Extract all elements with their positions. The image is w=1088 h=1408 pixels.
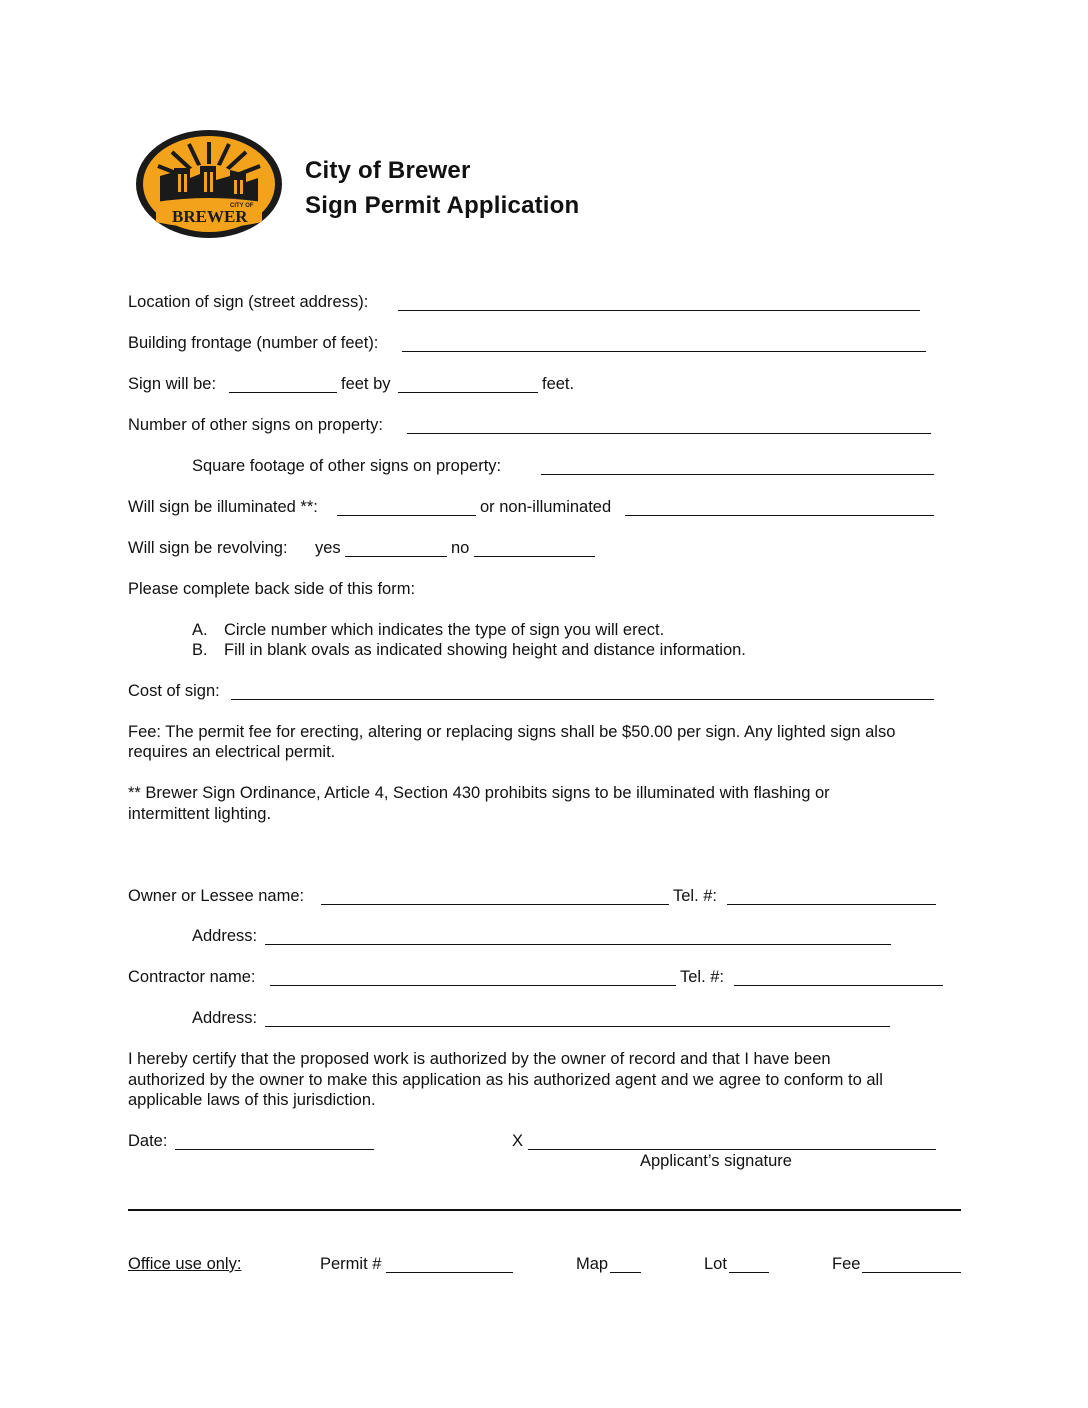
frontage-field[interactable] xyxy=(402,351,926,352)
revolving-yes-field[interactable] xyxy=(345,556,447,557)
owner-address-field[interactable] xyxy=(265,944,891,945)
map-label: Map xyxy=(576,1255,609,1273)
owner-tel-field[interactable] xyxy=(727,904,936,905)
other-signs-field[interactable] xyxy=(407,433,931,434)
sign-will-be-label: Sign will be: xyxy=(128,375,217,393)
contractor-address-field[interactable] xyxy=(265,1026,890,1027)
certify-line1: I hereby certify that the proposed work is authorized by the owner of record and that I have been xyxy=(128,1050,831,1068)
contractor-label: Contractor name: xyxy=(128,968,256,986)
other-signs-label: Number of other signs on property: xyxy=(128,416,383,434)
logo-big-text: BREWER xyxy=(172,207,248,226)
office-use-label: Office use only: xyxy=(128,1255,242,1273)
owner-label: Owner or Lessee name: xyxy=(128,887,305,905)
owner-name-field[interactable] xyxy=(321,904,669,905)
owner-address-label: Address: xyxy=(192,927,258,945)
sign-height-field[interactable] xyxy=(398,392,538,393)
contractor-tel-field[interactable] xyxy=(734,985,943,986)
non-illuminated-field[interactable] xyxy=(625,515,934,516)
certify-line2: authorized by the owner to make this application as his authorized agent and we agree to conform to all xyxy=(128,1071,883,1089)
back-side-label: Please complete back side of this form: xyxy=(128,580,416,598)
lot-label: Lot xyxy=(704,1255,727,1273)
date-field[interactable] xyxy=(175,1149,374,1150)
signature-x-label: X xyxy=(512,1132,524,1150)
fee-text-line2: requires an electrical permit. xyxy=(128,743,336,761)
cost-label: Cost of sign: xyxy=(128,682,220,700)
lot-field[interactable] xyxy=(729,1272,769,1273)
non-illuminated-label: or non-illuminated xyxy=(480,498,612,516)
signature-caption: Applicant’s signature xyxy=(640,1152,792,1170)
revolving-label: Will sign be revolving: xyxy=(128,539,288,557)
permit-number-label: Permit # xyxy=(320,1255,382,1273)
date-label: Date: xyxy=(128,1132,168,1150)
revolving-no-field[interactable] xyxy=(474,556,595,557)
instruction-text-b: Fill in blank ovals as indicated showing height and distance information. xyxy=(224,641,746,659)
fee-field[interactable] xyxy=(862,1272,961,1273)
feet-by-label: feet by xyxy=(341,375,391,393)
fee-text-line1: Fee: The permit fee for erecting, altering or replacing signs shall be $50.00 per sign. Any lighted sign also xyxy=(128,723,896,741)
office-divider xyxy=(128,1209,961,1211)
feet-label: feet. xyxy=(542,375,575,393)
map-field[interactable] xyxy=(610,1272,641,1273)
instruction-marker-b: B. xyxy=(192,641,208,659)
sign-width-field[interactable] xyxy=(229,392,337,393)
square-footage-field[interactable] xyxy=(541,474,934,475)
city-of-brewer-logo xyxy=(134,128,284,240)
yes-label: yes xyxy=(315,539,341,557)
fee-label: Fee xyxy=(832,1255,861,1273)
signature-field[interactable] xyxy=(528,1149,936,1150)
page-title-form: Sign Permit Application xyxy=(305,192,580,219)
permit-number-field[interactable] xyxy=(386,1272,513,1273)
contractor-tel-label: Tel. #: xyxy=(680,968,725,986)
ordinance-line2: intermittent lighting. xyxy=(128,805,272,823)
owner-tel-label: Tel. #: xyxy=(673,887,718,905)
logo-small-text: CITY OF xyxy=(230,203,254,209)
instruction-text-a: Circle number which indicates the type of sign you will erect. xyxy=(224,621,665,639)
square-footage-label: Square footage of other signs on property: xyxy=(192,457,502,475)
page-title-city: City of Brewer xyxy=(305,157,471,184)
illuminated-label: Will sign be illuminated **: xyxy=(128,498,318,516)
no-label: no xyxy=(451,539,470,557)
contractor-name-field[interactable] xyxy=(270,985,676,986)
certify-line3: applicable laws of this jurisdiction. xyxy=(128,1091,376,1109)
illuminated-field[interactable] xyxy=(337,515,476,516)
instruction-marker-a: A. xyxy=(192,621,208,639)
location-field[interactable] xyxy=(398,310,920,311)
contractor-address-label: Address: xyxy=(192,1009,258,1027)
ordinance-line1: ** Brewer Sign Ordinance, Article 4, Section 430 prohibits signs to be illuminated with flashing or xyxy=(128,784,830,802)
cost-field[interactable] xyxy=(231,699,934,700)
frontage-label: Building frontage (number of feet): xyxy=(128,334,379,352)
location-label: Location of sign (street address): xyxy=(128,293,369,311)
